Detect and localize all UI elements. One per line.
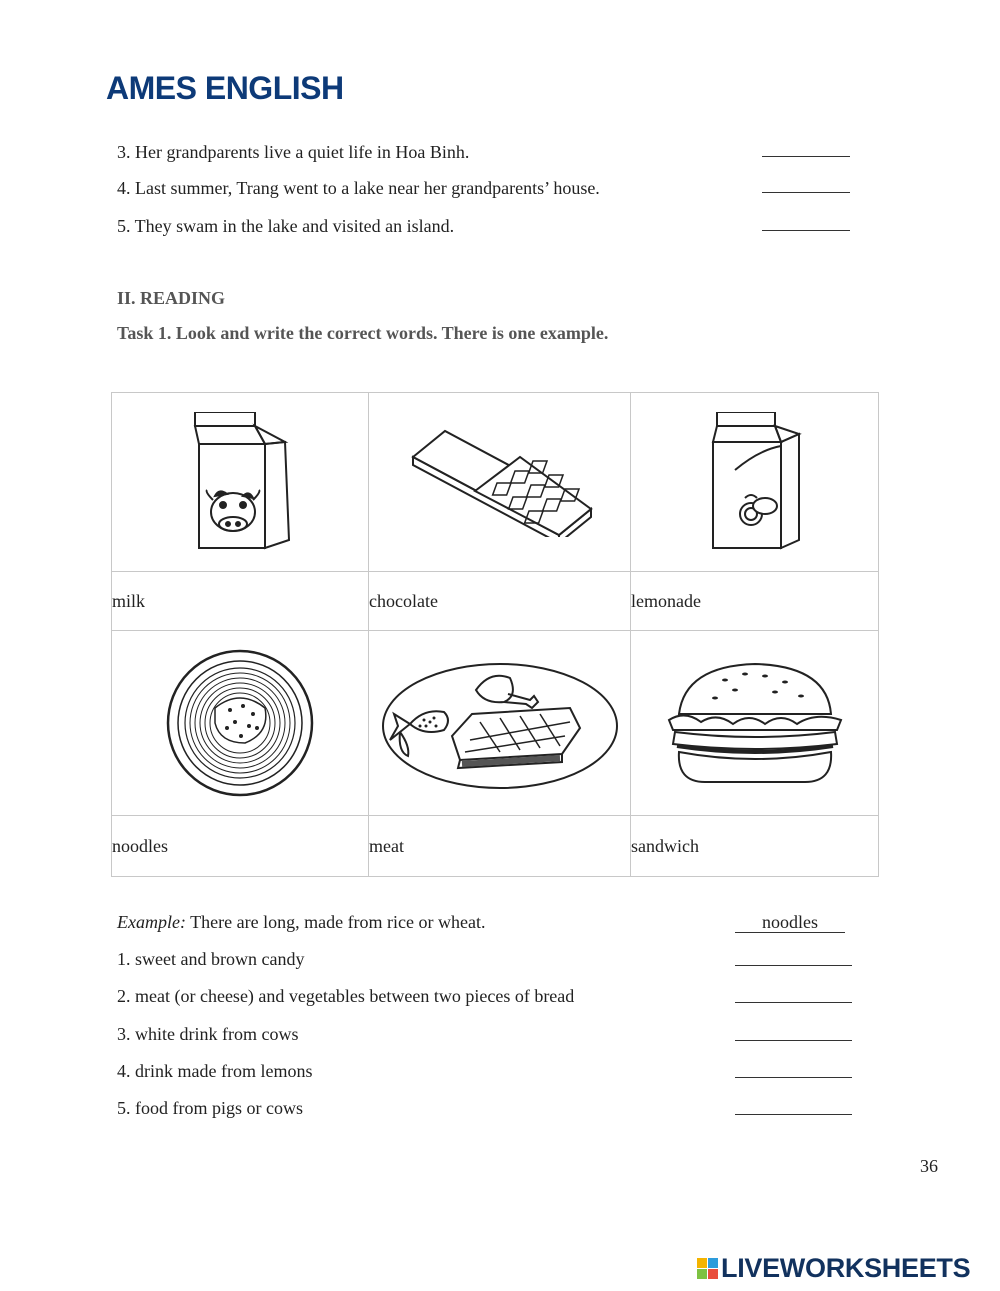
chocolate-bar-icon <box>405 427 595 537</box>
question-row <box>117 986 857 1016</box>
question-row <box>117 1061 857 1091</box>
answer-blank[interactable] <box>762 156 850 157</box>
picture-cell <box>112 393 369 572</box>
milk-carton-icon <box>185 412 295 552</box>
word-label <box>112 816 369 877</box>
word-label <box>369 816 631 877</box>
word-label <box>112 572 369 631</box>
picture-cell <box>112 631 369 816</box>
page-number: 36 <box>920 1156 938 1176</box>
question-text: 3. white drink from cows <box>117 1024 299 1044</box>
picture-cell <box>631 631 879 816</box>
meat-plate-icon <box>380 656 620 791</box>
footer-logo <box>697 1253 970 1284</box>
answer-blank[interactable] <box>735 1002 852 1003</box>
example-row <box>117 912 857 942</box>
question-row <box>117 949 857 979</box>
listening-item <box>117 178 852 208</box>
picture-cell <box>369 631 631 816</box>
picture-grid <box>111 392 879 877</box>
question-row <box>117 1024 857 1054</box>
question-text: 1. sweet and brown candy <box>117 949 305 969</box>
sandwich-icon <box>665 658 845 788</box>
picture-cell <box>631 393 879 572</box>
word-chocolate: chocolate <box>369 590 438 611</box>
example-answer: noodles <box>735 912 845 933</box>
answer-blank[interactable] <box>735 1077 852 1078</box>
listening-item <box>117 142 852 172</box>
section-title: II. READING <box>117 288 226 308</box>
question-text: 2. meat (or cheese) and vegetables between two pieces of bread <box>117 986 575 1006</box>
task-title: Task 1. Look and write the correct words. There is one example. <box>117 323 609 343</box>
answer-blank[interactable] <box>735 1040 852 1041</box>
question-text: 5. food from pigs or cows <box>117 1098 303 1118</box>
statement-text: 4. Last summer, Trang went to a lake near her grandparents’ house. <box>117 178 600 198</box>
noodles-bowl-icon <box>165 648 315 798</box>
word-sandwich: sandwich <box>631 835 699 856</box>
answer-blank[interactable] <box>735 965 852 966</box>
example-sentence: There are long, made from rice or wheat. <box>185 912 486 932</box>
answer-blank[interactable] <box>762 230 850 231</box>
picture-cell <box>369 393 631 572</box>
statement-text: 3. Her grandparents live a quiet life in Hoa Binh. <box>117 142 470 162</box>
logo-cubes-icon <box>697 1258 718 1279</box>
example-text <box>117 912 486 933</box>
listening-item <box>117 216 852 246</box>
word-noodles: noodles <box>112 835 168 856</box>
brand-name: LIVEWORKSHEETS <box>721 1253 971 1283</box>
question-row <box>117 1098 857 1128</box>
statement-text: 5. They swam in the lake and visited an island. <box>117 216 455 236</box>
lemonade-carton-icon <box>705 412 805 552</box>
question-text: 4. drink made from lemons <box>117 1061 313 1081</box>
word-label <box>631 572 879 631</box>
word-meat: meat <box>369 835 404 856</box>
word-lemonade: lemonade <box>631 590 701 611</box>
word-milk: milk <box>112 590 146 611</box>
word-label <box>369 572 631 631</box>
example-label: Example: <box>117 912 186 932</box>
word-label <box>631 816 879 877</box>
answer-blank[interactable] <box>735 1114 852 1115</box>
page-title: AMES ENGLISH <box>106 70 344 106</box>
answer-blank[interactable] <box>762 192 850 193</box>
